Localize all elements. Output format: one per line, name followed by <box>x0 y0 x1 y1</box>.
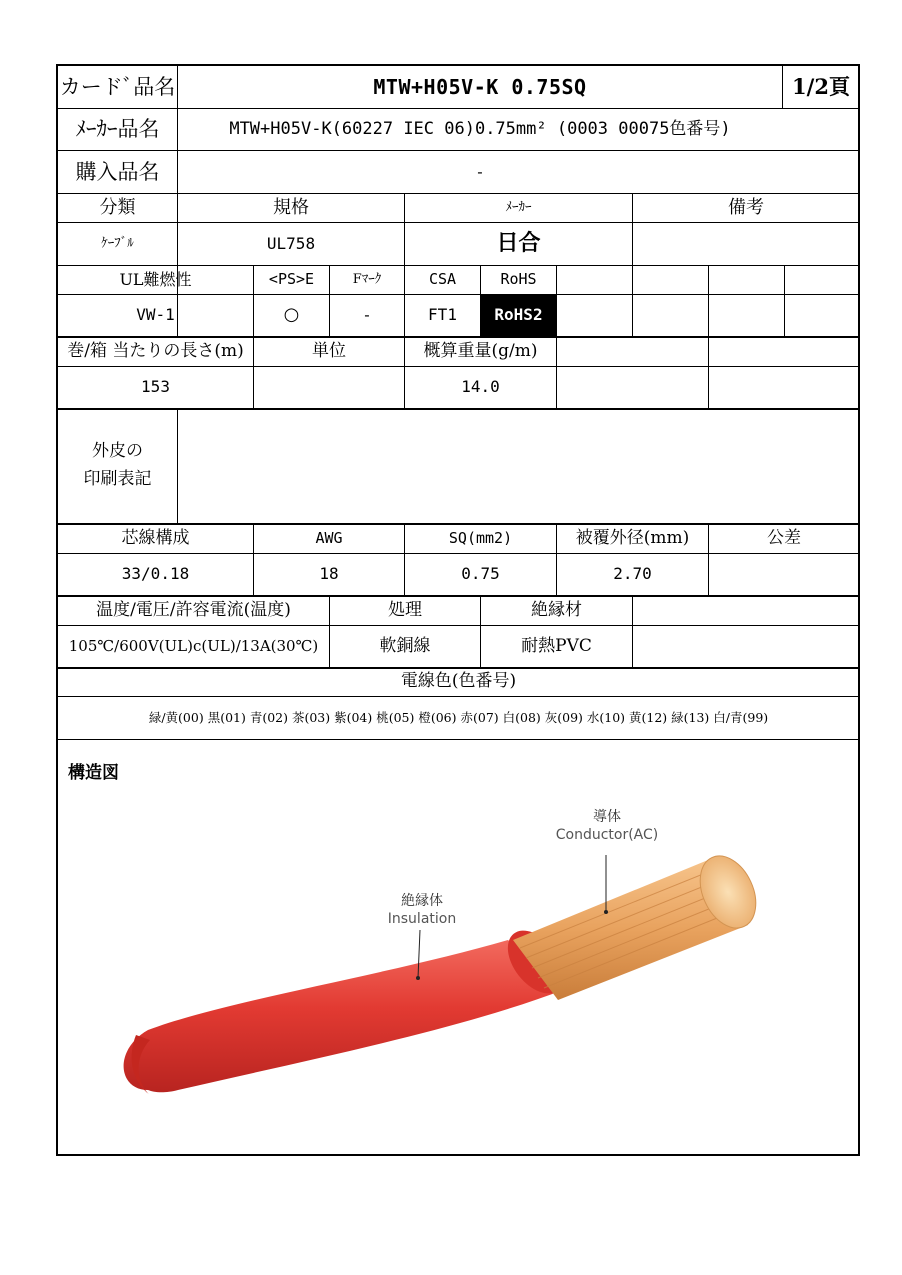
flame-rating-value: VW-1 <box>136 305 175 325</box>
col-divider <box>708 265 709 336</box>
outer-diameter-header: 被覆外径(mm) <box>575 527 690 548</box>
page-number: 1/2頁 <box>792 73 850 99</box>
insulation-material-value: 耐熱PVC <box>521 635 592 656</box>
col-divider <box>556 336 557 408</box>
pse-value: ○ <box>283 304 300 326</box>
bottom-rule <box>56 1154 860 1155</box>
purchase-name-value: - <box>477 161 483 181</box>
structure-title: 構造図 <box>68 763 119 783</box>
sq-header: SQ(mm2) <box>448 528 513 547</box>
conductor-label-jp: 導体 <box>593 809 621 825</box>
print-value <box>178 409 859 523</box>
awg-header: AWG <box>315 528 343 547</box>
insulation-sheath <box>124 940 563 1092</box>
rohs-header: RoHS <box>500 270 537 289</box>
remarks-header: 備考 <box>728 196 764 218</box>
csa-value: FT1 <box>428 305 457 325</box>
col-divider <box>556 265 557 336</box>
remarks-value <box>633 223 859 265</box>
insulation-label-jp: 絶縁体 <box>401 893 443 909</box>
rohs-badge: RoHS2 <box>481 295 556 336</box>
treatment-header: 処理 <box>388 599 422 620</box>
rating-header: 温度/電圧/許容電流(温度) <box>96 599 291 620</box>
strand-config-header: 芯線構成 <box>121 527 190 548</box>
col-divider <box>708 336 709 408</box>
classification-value: ｹｰﾌﾞﾙ <box>101 235 134 251</box>
outer-diameter-value: 2.70 <box>613 564 652 584</box>
f-mark-header: Fﾏｰｸ <box>352 271 382 287</box>
card-name-label: カードﾞ品名 <box>59 74 176 99</box>
flame-rating-header: UL難燃性 <box>119 269 192 289</box>
tolerance-header: 公差 <box>767 527 801 548</box>
maker-header: ﾒｰｶｰ <box>505 199 532 215</box>
purchase-name-label: 購入品名 <box>75 159 160 184</box>
insulation-label-en: Insulation <box>387 911 457 927</box>
insulation-material-header: 絶縁材 <box>531 599 582 620</box>
pse-header: <PS>E <box>268 270 315 289</box>
awg-value: 18 <box>319 564 339 584</box>
row-divider <box>57 739 859 740</box>
strand-config-value: 33/0.18 <box>121 564 190 584</box>
f-mark-value: - <box>364 305 370 325</box>
tolerance-value <box>709 554 859 595</box>
cable-illustration <box>58 790 858 1150</box>
print-label-line1: 外皮の <box>92 441 143 462</box>
classification-header: 分類 <box>99 196 136 218</box>
sq-value: 0.75 <box>461 564 500 584</box>
wire-colors-header: 電線色(色番号) <box>400 671 517 692</box>
col-divider <box>784 265 785 336</box>
standard-header: 規格 <box>273 196 309 218</box>
maker-value: 日合 <box>496 230 541 257</box>
standard-value: UL758 <box>266 233 316 253</box>
conductor-label-en: Conductor(AC) <box>555 827 659 843</box>
unit-header: 単位 <box>312 340 346 361</box>
csa-header: CSA <box>428 270 457 289</box>
weight-header: 概算重量(g/m) <box>423 340 538 361</box>
weight-value: 14.0 <box>461 377 500 397</box>
print-label-line2: 印刷表記 <box>83 469 152 490</box>
unit-value <box>254 367 404 408</box>
maker-name-value: MTW+H05V-K(60227 IEC 06)0.75mm² (0003 00075色番号) <box>229 118 731 139</box>
maker-name-label: ﾒｰｶｰ品名 <box>75 117 160 142</box>
card-name-value: MTW+H05V-K 0.75SQ <box>373 74 587 99</box>
length-per-reel-header: 巻/箱 当たりの長さ(m) <box>67 340 244 361</box>
treatment-value: 軟銅線 <box>379 635 431 656</box>
col-divider <box>632 595 633 667</box>
length-per-reel-value: 153 <box>141 377 170 397</box>
rating-value: 105℃/600V(UL)c(UL)/13A(30℃) <box>68 636 319 655</box>
wire-colors-list: 緑/黄(00) 黒(01) 青(02) 茶(03) 紫(04) 桃(05) 橙(06) 赤(07) 白(08) 灰(09) 水(10) 黄(12) 緑(13) 白/青(99) <box>148 709 769 725</box>
